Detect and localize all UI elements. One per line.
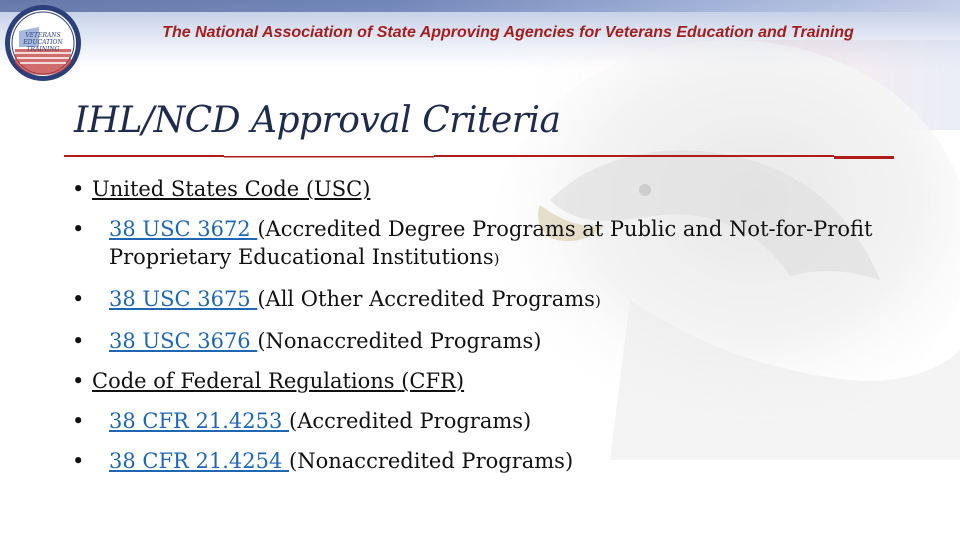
list-item — [72, 215, 912, 273]
svg-text:TRAINING: TRAINING — [26, 46, 60, 53]
bullet-marker: • — [72, 329, 85, 353]
link-38-cfr-21-4254[interactable]: 38 CFR 21.4254 — [109, 449, 290, 473]
item-description: (All Other Accredited Programs — [257, 287, 595, 311]
section-heading-cfr: Code of Federal Regulations (CFR) — [92, 369, 465, 393]
list-item — [72, 367, 912, 395]
link-38-usc-3672[interactable]: 38 USC 3672 — [109, 217, 258, 241]
criteria-list — [72, 175, 912, 487]
item-description: (Accredited Degree Programs at Public and Not-for-Profit Proprietary Educational Institutions — [109, 217, 873, 269]
page-title: IHL/NCD Approval Criteria — [74, 100, 561, 141]
svg-text:VETERANS: VETERANS — [25, 32, 61, 39]
bullet-marker: • — [72, 177, 85, 201]
item-description: (Nonaccredited Programs) — [257, 329, 542, 353]
bullet-marker: • — [72, 287, 85, 311]
title-divider — [64, 155, 894, 159]
header-stripe — [0, 0, 960, 12]
header-title: The National Association of State Approving Agencies for Veterans Education and Training — [162, 24, 854, 41]
list-item — [72, 447, 912, 475]
list-item — [72, 285, 912, 315]
list-item — [72, 175, 912, 203]
link-38-cfr-21-4253[interactable]: 38 CFR 21.4253 — [109, 409, 290, 433]
bullet-marker: • — [72, 449, 85, 473]
list-item — [72, 327, 912, 355]
item-tail: ) — [493, 250, 500, 268]
link-38-usc-3676[interactable]: 38 USC 3676 — [109, 329, 258, 353]
bullet-marker: • — [72, 217, 85, 241]
bullet-marker: • — [72, 409, 85, 433]
item-tail: ) — [594, 292, 601, 310]
svg-text:EDUCATION: EDUCATION — [23, 39, 63, 46]
section-heading-usc: United States Code (USC) — [92, 177, 371, 201]
item-description: (Accredited Programs) — [289, 409, 532, 433]
item-description: (Nonaccredited Programs) — [289, 449, 574, 473]
association-seal-logo — [3, 3, 83, 83]
list-item — [72, 407, 912, 435]
link-38-usc-3675[interactable]: 38 USC 3675 — [109, 287, 258, 311]
bullet-marker: • — [72, 369, 85, 393]
